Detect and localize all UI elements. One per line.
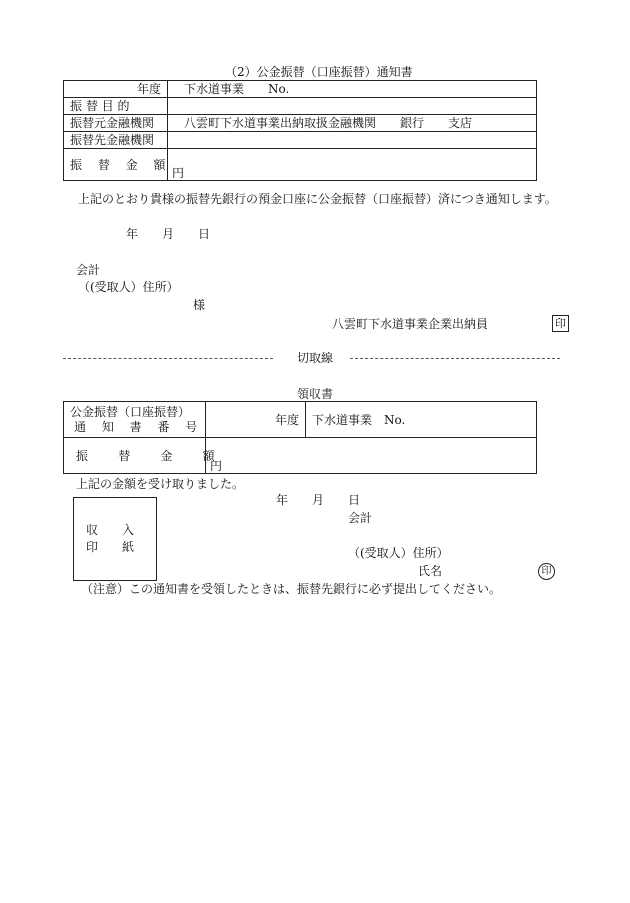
notice-issuer: 八雲町下水道事業企業出納員 <box>332 317 489 331</box>
notice-table <box>63 80 537 181</box>
receipt-body-text: 上記の金額を受け取りました。 <box>76 477 245 491</box>
cut-line-right <box>350 358 560 359</box>
notice-seal-mark: 印 <box>552 315 569 332</box>
receipt-note: （注意）この通知書を受領したときは、振替先銀行に必ず提出してください。 <box>81 582 502 596</box>
notice-amount-unit: 円 <box>168 149 537 181</box>
notice-source-bank-label: 振替元金融機関 <box>64 115 168 132</box>
cut-line-label: 切取線 <box>297 351 334 365</box>
receipt-seal-mark: 印 <box>538 563 555 580</box>
notice-year-value: 下水道事業 No. <box>168 81 537 98</box>
revenue-stamp-line1: 収 入 <box>86 523 135 537</box>
receipt-table <box>63 401 537 474</box>
notice-sama: 様 <box>193 298 206 312</box>
receipt-year-value: 下水道事業 No. <box>306 402 537 438</box>
notice-date-line: 年 月 日 <box>126 227 211 241</box>
cut-line-left <box>63 358 273 359</box>
receipt-notice-no-label-2: 通 知 書 番 号 <box>74 419 204 434</box>
receipt-title: 領収書 <box>297 387 334 401</box>
receipt-amount-label: 振 替 金 額 <box>64 438 206 474</box>
receipt-name-label: 氏名 <box>418 564 443 578</box>
notice-dest-bank-label: 振替先金融機関 <box>64 132 168 149</box>
notice-source-bank-value: 八雲町下水道事業出納取扱金融機関 銀行 支店 <box>168 115 537 132</box>
receipt-recipient-address: （(受取人）住所） <box>348 546 449 560</box>
receipt-notice-no-label-1: 公金振替（口座振替） <box>70 404 191 419</box>
notice-amount-label: 振 替 金 額 <box>64 149 168 181</box>
notice-body-text: 上記のとおり貴様の振替先銀行の預金口座に公金振替（口座振替）済につき通知します。 <box>78 192 557 206</box>
notice-purpose-value <box>168 98 537 115</box>
receipt-date-line: 年 月 日 <box>276 493 361 507</box>
revenue-stamp-line2: 印 紙 <box>86 540 135 554</box>
notice-title: （2）公金振替（口座振替）通知書 <box>225 65 413 79</box>
receipt-amount-unit: 円 <box>206 438 537 474</box>
receipt-year-label: 年度 <box>206 402 306 438</box>
receipt-accounting: 会計 <box>348 511 373 525</box>
revenue-stamp-box <box>73 497 157 581</box>
notice-accounting: 会計 <box>76 263 101 277</box>
notice-recipient-address: （(受取人）住所） <box>78 280 179 294</box>
notice-dest-bank-value <box>168 132 537 149</box>
receipt-notice-no-label <box>64 402 206 438</box>
notice-purpose-label: 振 替 目 的 <box>64 98 168 115</box>
notice-year-label: 年度 <box>64 81 168 98</box>
